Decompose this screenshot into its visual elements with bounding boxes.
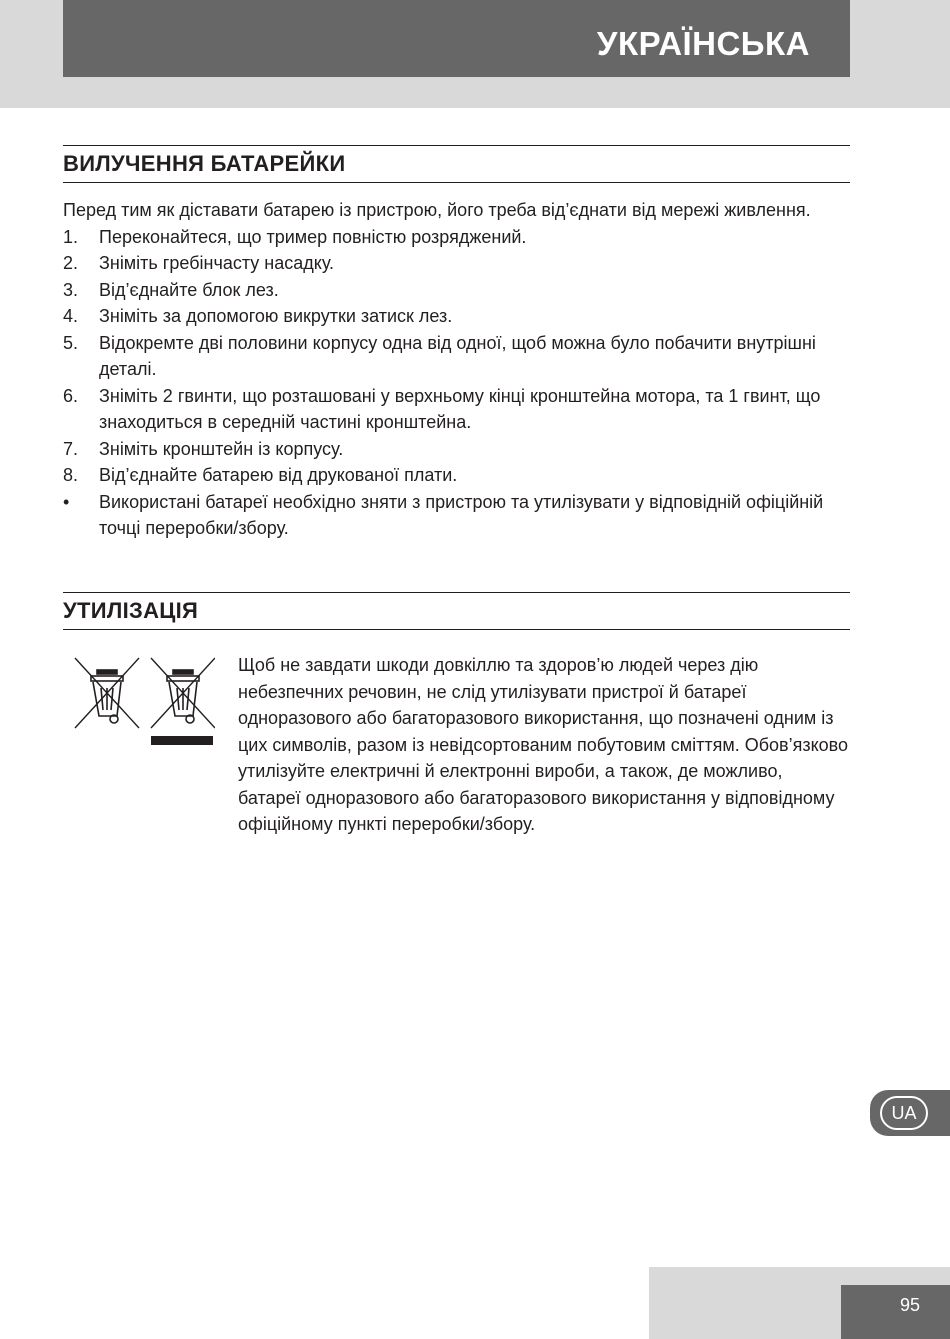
disposal-heading: УТИЛІЗАЦІЯ <box>63 592 850 630</box>
language-badge-label: UA <box>880 1096 928 1130</box>
list-marker: 5. <box>63 332 79 353</box>
disposal-section <box>63 592 850 852</box>
list-item <box>63 462 850 489</box>
list-marker: 7. <box>63 438 79 459</box>
list-marker: 2. <box>63 253 79 273</box>
list-item <box>63 330 850 383</box>
list-item <box>63 489 850 542</box>
list-marker: 6. <box>63 385 79 406</box>
page-number: 95 <box>899 1295 920 1315</box>
battery-removal-heading: ВИЛУЧЕННЯ БАТАРЕЙКИ <box>63 145 850 183</box>
list-item-text: Використані батареї необхідно зняти з пристрою та утилізувати у відповідній офіційній точці переробки/збору. <box>99 491 824 538</box>
list-marker: 8. <box>63 465 79 485</box>
list-item-text: Відокремте дві половини корпусу одна від одної, щоб можна було побачити внутрішні деталі. <box>99 332 816 379</box>
list-item <box>63 436 850 463</box>
list-item <box>63 383 850 436</box>
list-item <box>63 250 850 277</box>
list-marker: • <box>63 491 70 512</box>
language-title: УКРАЇНСЬКА <box>596 25 810 62</box>
battery-removal-section <box>63 145 850 542</box>
list-item-text: Переконайтеся, що тример повністю розряджений. <box>99 226 527 247</box>
list-item <box>63 277 850 304</box>
list-item-text: Зніміть за допомогою викрутки затиск лез. <box>99 306 453 326</box>
disposal-text: Щоб не завдати шкоди довкіллю та здоров’ю людей через дію небезпечних речовин, не слід утилізувати пристрої й батареї одноразового або багаторазового використання, що позначені одним із цих символів, разом із невідсортованим побутовим сміттям. Обов’язково утилізуйте електричні й електронні вироби, а також, де можливо, батареї одноразового або багаторазового використання у відповідному офіційному пункті переробки/збору. <box>238 655 849 834</box>
crossed-out-wheelie-bin-icon <box>75 658 139 728</box>
list-item <box>63 303 850 330</box>
header-bar <box>63 0 850 77</box>
list-marker: 3. <box>63 279 79 300</box>
list-marker: 1. <box>63 226 79 247</box>
footer-page-box <box>841 1285 950 1339</box>
list-item-text: Зніміть кронштейн із корпусу. <box>99 438 344 459</box>
list-marker: 4. <box>63 306 79 326</box>
list-item-text: Від’єднайте блок лез. <box>99 279 279 300</box>
battery-removal-intro: Перед тим як діставати батарею із пристрою, його треба від’єднати від мережі живлення. <box>63 200 811 220</box>
list-item-text: Зніміть гребінчасту насадку. <box>99 253 335 273</box>
crossed-out-wheelie-bin-with-bar-icon <box>151 658 215 745</box>
list-item-text: Зніміть 2 гвинти, що розташовані у верхньому кінці кронштейна мотора, та 1 гвинт, що знаходиться в середній частині кронштейна. <box>99 385 821 432</box>
language-badge <box>870 1090 950 1136</box>
battery-removal-steps <box>63 224 850 542</box>
list-item <box>63 224 850 251</box>
list-item-text: Від’єднайте батарею від друкованої плати. <box>99 465 458 485</box>
weee-symbols <box>73 656 215 746</box>
